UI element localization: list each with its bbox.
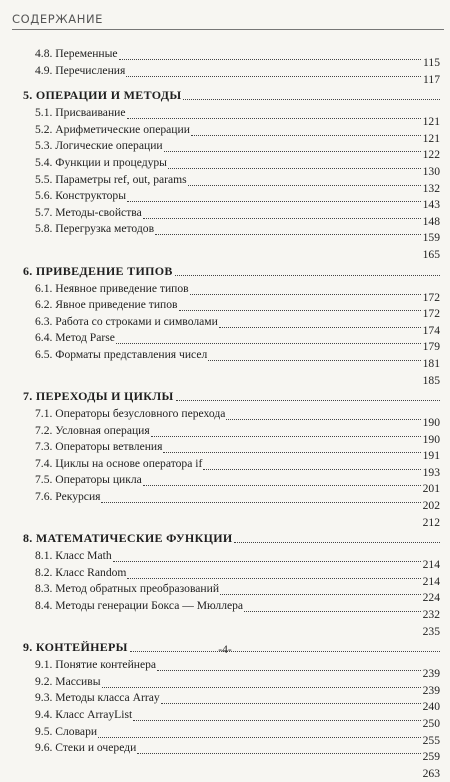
entry-label: 9.6. Стеки и очереди [35, 741, 137, 755]
toc-section [0, 529, 450, 638]
section-title-text: 8. МАТЕМАТИЧЕСКИЕ ФУНКЦИИ [23, 531, 233, 546]
entry-page: 181 [422, 356, 440, 370]
entry-page: 214 [422, 558, 440, 572]
entry-page: 201 [422, 482, 440, 496]
dot-leader [143, 485, 421, 486]
entry-page: 202 [422, 499, 440, 513]
entry-label: 5.7. Методы-свойства [35, 205, 142, 219]
entry-label: 5.1. Присваивание [35, 106, 126, 120]
entry-label: 9.1. Понятие контейнера [35, 658, 157, 672]
entry-page: 232 [422, 608, 440, 622]
toc-entry[interactable] [35, 122, 440, 145]
section-title [23, 529, 440, 548]
entry-label: 6.2. Явное приведение типов [35, 298, 178, 312]
dot-leader [220, 594, 421, 595]
entry-label: 7.2. Условная операция [35, 423, 150, 437]
entry-label: 7.4. Циклы на основе оператора if [35, 456, 203, 470]
toc-entry[interactable] [35, 205, 440, 228]
section-title [23, 387, 440, 406]
entry-label: 4.8. Переменные [35, 47, 118, 60]
entry-page: 122 [422, 148, 440, 162]
entry-label: 6.5. Форматы представления чисел [35, 347, 208, 361]
section-end-page [35, 238, 440, 261]
toc-section [0, 638, 450, 780]
toc-entry[interactable] [35, 489, 440, 513]
dot-leader [208, 360, 421, 361]
toc-entry[interactable] [35, 565, 440, 588]
entry-label: 9.5. Словари [35, 724, 98, 738]
toc-entry[interactable] [35, 598, 440, 622]
entry-label: 7.3. Операторы ветвления [35, 440, 163, 454]
entry-label: 5.2. Арифметические операции [35, 122, 190, 136]
header-title: СОДЕРЖАНИЕ [12, 12, 104, 26]
entry-page: 255 [422, 733, 440, 747]
entry-page: 224 [422, 591, 440, 605]
entry-page: 239 [422, 683, 440, 697]
dot-leader [190, 294, 421, 295]
toc-entry[interactable] [35, 314, 440, 337]
end-page-number: 263 [422, 766, 440, 780]
entry-page: 132 [422, 181, 440, 195]
toc-section [0, 387, 450, 529]
entry-label: 8.1. Класс Math [35, 549, 112, 563]
dot-leader [226, 419, 421, 420]
section-end-page [35, 757, 440, 780]
dot-leader [116, 343, 421, 344]
entry-page: 143 [422, 198, 440, 212]
dot-leader [161, 703, 421, 704]
entry-page: 174 [422, 323, 440, 337]
entry-label: 6.3. Работа со строками и символами [35, 314, 218, 328]
toc-entry[interactable] [35, 172, 440, 195]
entry-label: 4.9. Перечисления [35, 63, 126, 77]
entry-label: 7.1. Операторы безусловного перехода [35, 407, 226, 421]
toc-entry[interactable] [35, 707, 440, 730]
dot-leader [133, 720, 421, 721]
entry-label: 9.4. Класс ArrayList [35, 708, 133, 721]
entry-page: 172 [422, 290, 440, 304]
dot-leader [98, 737, 421, 738]
section-title-text: 9. КОНТЕЙНЕРЫ [23, 640, 128, 655]
section-title-text: 7. ПЕРЕХОДЫ И ЦИКЛЫ [23, 389, 174, 404]
entry-label: 7.5. Операторы цикла [35, 473, 142, 487]
toc-entry[interactable] [35, 221, 440, 245]
section-end-page [35, 506, 440, 529]
toc-section [0, 86, 450, 261]
dot-leader [155, 234, 421, 235]
entry-label: 5.8. Перегрузка методов [35, 222, 155, 236]
entry-page: 179 [422, 340, 440, 354]
entry-label: 8.2. Класс Random [35, 565, 127, 579]
section-end-page [35, 364, 440, 387]
entry-page: 239 [422, 667, 440, 681]
entry-page: 130 [422, 164, 440, 178]
entry-label: 8.4. Методы генерации Бокса — Мюллера [35, 599, 244, 613]
table-of-contents [0, 46, 450, 780]
end-page-number: 212 [422, 515, 440, 529]
dot-leader [219, 327, 421, 328]
dot-leader [157, 670, 421, 671]
dot-leader [127, 201, 421, 202]
entry-label: 5.6. Конструкторы [35, 189, 127, 203]
end-page-number: 165 [422, 247, 440, 261]
entry-label: 8.3. Метод обратных преобразований [35, 582, 220, 596]
page-number: -4- [218, 644, 232, 656]
end-page-number: 235 [422, 624, 440, 638]
dot-leader [113, 561, 421, 562]
entry-page: 214 [422, 574, 440, 588]
entry-page: 190 [422, 432, 440, 446]
entry-page: 148 [422, 214, 440, 228]
toc-entry[interactable] [35, 581, 440, 605]
end-page-number: 185 [422, 373, 440, 387]
toc-entry[interactable] [35, 690, 440, 714]
page-header [12, 12, 444, 30]
dot-leader [168, 168, 421, 169]
entry-label: 6.1. Неявное приведение типов [35, 281, 189, 295]
entry-label: 9.2. Массивы [35, 674, 101, 688]
toc-section [0, 46, 450, 86]
entry-label: 5.3. Логические операции [35, 139, 163, 153]
entry-page: 191 [422, 449, 440, 463]
dot-leader [164, 151, 421, 152]
entry-page: 190 [422, 416, 440, 430]
entry-label: 5.4. Функции и процедуры [35, 155, 167, 169]
dot-leader [183, 99, 440, 100]
entry-page: 240 [422, 700, 440, 714]
section-title-text: 5. ОПЕРАЦИИ И МЕТОДЫ [23, 88, 182, 103]
entry-page: 193 [422, 465, 440, 479]
entry-page: 259 [422, 750, 440, 764]
entry-page: 172 [422, 307, 440, 321]
toc-entry[interactable] [35, 155, 440, 178]
section-title [23, 262, 440, 281]
entry-page: 159 [422, 231, 440, 245]
toc-entry[interactable] [35, 46, 440, 69]
dot-leader [179, 310, 421, 311]
toc-section [0, 262, 450, 387]
entry-page: 121 [422, 115, 440, 129]
dot-leader [175, 275, 440, 276]
entry-page: 250 [422, 717, 440, 730]
toc-entry[interactable] [35, 724, 440, 747]
dot-leader [244, 611, 421, 612]
toc-entry[interactable] [35, 674, 440, 697]
toc-entry[interactable] [35, 456, 440, 479]
entry-label: 5.5. Параметры ref, out, params [35, 172, 187, 186]
entry-label: 7.6. Рекурсия [35, 490, 101, 504]
dot-leader [127, 118, 421, 119]
section-end-page [35, 615, 440, 638]
section-title [23, 86, 440, 105]
section-title-text: 6. ПРИВЕДЕНИЕ ТИПОВ [23, 263, 173, 278]
dot-leader [143, 218, 421, 219]
dot-leader [126, 76, 421, 77]
entry-label: 9.3. Методы класса Array [35, 691, 160, 705]
dot-leader [191, 135, 421, 136]
dot-leader [163, 452, 421, 453]
toc-entry[interactable] [35, 423, 440, 446]
entry-label: 6.4. Метод Parse [35, 331, 115, 345]
entry-page: 115 [423, 56, 440, 69]
toc-entry[interactable] [35, 281, 440, 304]
toc-entry[interactable] [35, 347, 440, 370]
entry-page: 117 [423, 72, 440, 86]
toc-entry[interactable] [35, 472, 440, 496]
dot-leader [137, 753, 421, 754]
toc-entry[interactable] [35, 63, 440, 86]
dot-leader [188, 185, 421, 186]
dot-leader [119, 59, 421, 60]
dot-leader [127, 578, 421, 579]
dot-leader [176, 400, 440, 401]
dot-leader [102, 687, 421, 688]
entry-page: 121 [422, 131, 440, 145]
dot-leader [234, 542, 440, 543]
dot-leader [203, 469, 421, 470]
dot-leader [151, 436, 421, 437]
dot-leader [101, 502, 421, 503]
toc-entry[interactable] [35, 740, 440, 764]
